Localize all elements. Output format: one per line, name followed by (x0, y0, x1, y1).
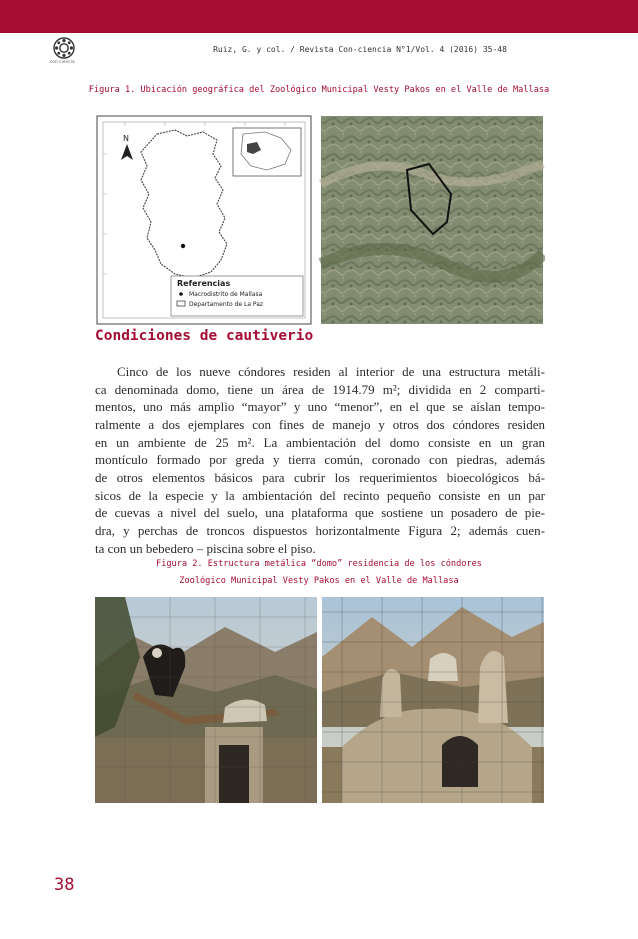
paragraph-line: de cuevas a nivel del suelo, una plataforma que sostiene un posadero de pie- (95, 505, 545, 521)
logo-wordmark: con·ciencia (50, 59, 75, 64)
legend-title: Referencias (177, 279, 231, 288)
condor-enclosure-photo-right (322, 597, 544, 803)
paragraph-line: dra, y perchas de troncos dispuestos horizontalmente Figura 2; además cuen- (95, 522, 545, 538)
legend-item: Macrodistrito de Mallasa (189, 291, 263, 298)
body-paragraph (95, 363, 545, 557)
paragraph-line: mentos, uno más amplio “mayor” y uno “menor”, en el que se aíslan tempo- (95, 399, 545, 415)
figure-2-caption-line: Figura 2. Estructura metálica “domo” residencia de los cóndores (156, 559, 482, 569)
section-title: Condiciones de cautiverio (95, 328, 314, 344)
figure-2-caption-line: Zoológico Municipal Vesty Pakos en el Valle de Mallasa (179, 576, 459, 586)
journal-logo-icon (53, 37, 75, 59)
map-panel (97, 116, 311, 324)
page-number: 38 (54, 875, 75, 895)
north-label: N (123, 134, 129, 143)
paragraph-line: sicos de la especie y la ambientación del recinto pequeño consiste en un par (95, 487, 545, 503)
figure-1-caption: Figura 1. Ubicación geográfica del Zoológico Municipal Vesty Pakos en el Valle de Mallasa (88, 85, 550, 95)
top-color-band (0, 0, 638, 33)
paragraph-line: ca denominada domo, tiene un área de 1914.79 m²; dividida en 2 comparti- (95, 381, 545, 397)
condor-enclosure-photo-left (95, 597, 317, 803)
inset-map (233, 128, 301, 176)
map-legend (171, 276, 303, 316)
paragraph-line: Cinco de los nueve cóndores residen al interior de una estructura metáli- (117, 364, 545, 379)
legend-item: Departamento de La Paz (189, 301, 264, 308)
running-head: Ruiz, G. y col. / Revista Con-ciencia N°1/Vol. 4 (2016) 35-48 (213, 45, 507, 54)
paragraph-line: ralmente a dos ejemplares con fines de manejo y otros dos cóndores residen (95, 416, 545, 432)
paragraph-line: montículo formado por greda y tierra común, coronado con piedras, además (95, 452, 545, 468)
zoo-location-dot (181, 244, 185, 248)
figure-1-location-map (95, 114, 545, 328)
paragraph-line: de otros elementos básicos para cubrir los requerimientos bioecológicos bá- (95, 469, 545, 485)
satellite-image-panel (321, 116, 543, 324)
figure-2-caption (0, 556, 638, 590)
paragraph-line: en un ambiente de 25 m². La ambientación del domo consiste en un gran (95, 434, 545, 450)
paragraph-line: ta con un bebedero – piscina sobre el piso. (95, 540, 316, 556)
